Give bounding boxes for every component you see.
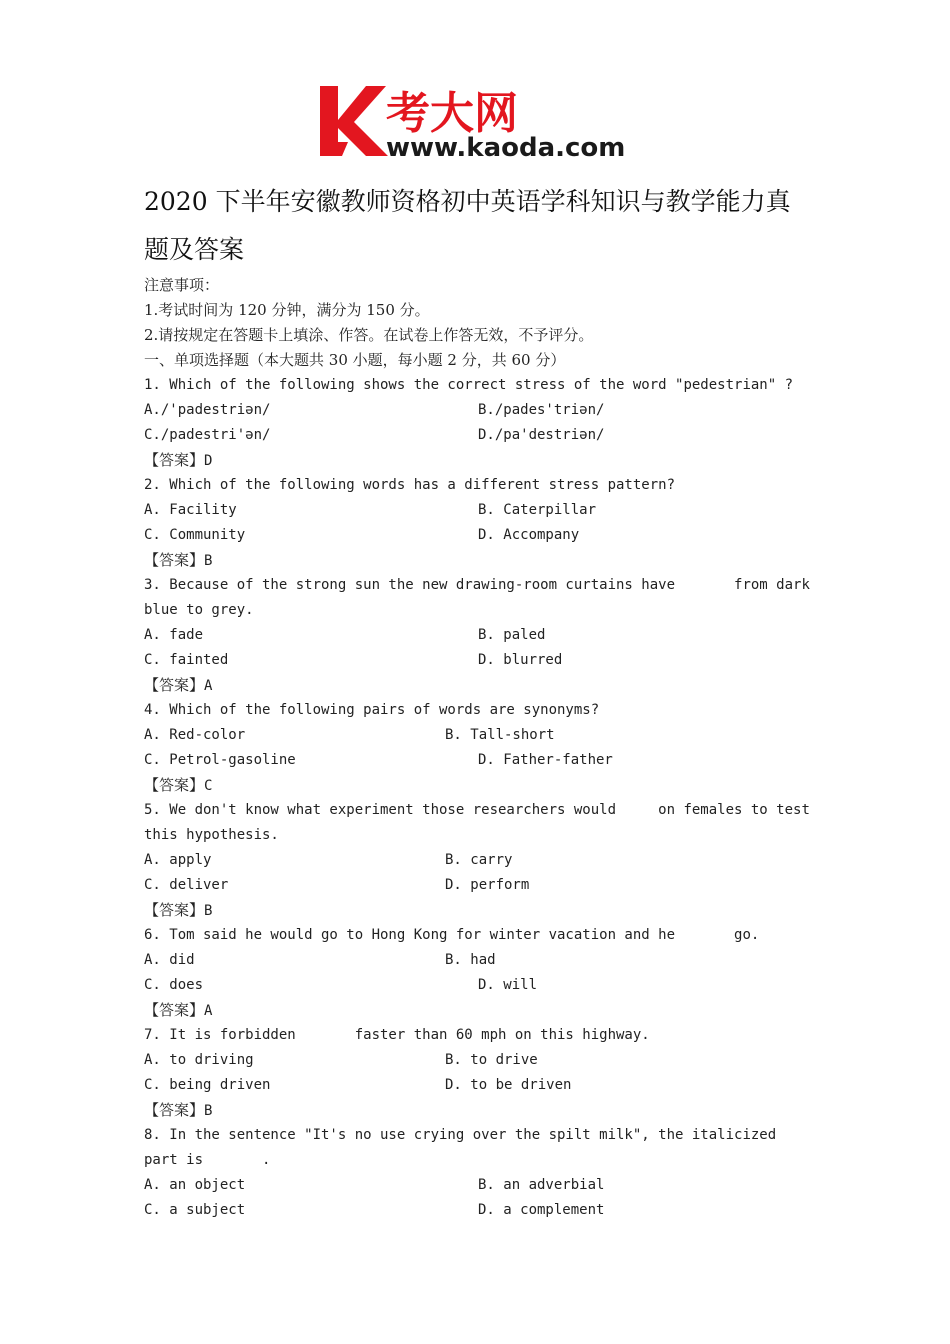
kaoda-logo[interactable] (318, 80, 648, 162)
question-5-option-d: D. perform (445, 877, 530, 893)
answer-value: C (204, 778, 213, 794)
title-line-2: 题及答案 (144, 235, 245, 264)
section-heading: 一、单项选择题（本大题共 30 小题，每小题 2 分，共 60 分） (144, 351, 566, 369)
document-title (144, 178, 824, 274)
question-3-option-d: D. blurred (478, 652, 563, 668)
notice-item-1: 1.考试时间为 120 分钟，满分为 150 分。 (144, 301, 430, 319)
question-6-option-a: A. did (144, 952, 195, 968)
question-4-stem: 4. Which of the following pairs of words are synonyms? (144, 702, 600, 718)
answer-label: 【答案】 (144, 901, 205, 919)
logo-k-mark (320, 86, 388, 156)
answer-value: D (204, 453, 213, 469)
question-6-stem: 6. Tom said he would go to Hong Kong for winter vacation and he go. (144, 927, 760, 943)
question-2-stem: 2. Which of the following words has a different stress pattern? (144, 477, 676, 493)
question-1-option-d: D./pa'destriən/ (478, 427, 605, 443)
answer-value: B (204, 1103, 213, 1119)
question-3-option-b: B. paled (478, 627, 546, 643)
question-6-option-d: D. will (478, 977, 538, 993)
title-line-1: 2020 下半年安徽教师资格初中英语学科知识与教学能力真 (144, 187, 791, 216)
question-4-option-a: A. Red-color (144, 727, 246, 743)
question-1-answer (144, 448, 212, 473)
question-1-option-a: A./'padestriən/ (144, 402, 271, 418)
question-6-answer (144, 998, 212, 1023)
answer-value: A (204, 1003, 213, 1019)
question-6-option-b: B. had (445, 952, 496, 968)
question-5-stem-cont: this hypothesis. (144, 827, 279, 843)
answer-label: 【答案】 (144, 551, 205, 569)
question-5-stem: 5. We don't know what experiment those researchers would on females to test (144, 802, 810, 818)
question-5-option-a: A. apply (144, 852, 212, 868)
question-5-answer (144, 898, 212, 923)
question-3-stem-cont: blue to grey. (144, 602, 254, 618)
kaoda-logo-graphic (318, 80, 648, 162)
question-2-option-c: C. Community (144, 527, 246, 543)
question-4-option-d: D. Father-father (478, 752, 613, 768)
answer-label: 【答案】 (144, 1101, 205, 1119)
question-4-answer (144, 773, 212, 798)
question-8-option-c: C. a subject (144, 1202, 246, 1218)
question-6-option-c: C. does (144, 977, 204, 993)
question-1-option-b: B./pades'triən/ (478, 402, 605, 418)
answer-label: 【答案】 (144, 776, 205, 794)
question-2-answer (144, 548, 212, 573)
question-3-stem: 3. Because of the strong sun the new drawing-room curtains have from dark (144, 577, 810, 593)
question-7-option-c: C. being driven (144, 1077, 271, 1093)
question-7-option-a: A. to driving (144, 1052, 254, 1068)
question-8-option-d: D. a complement (478, 1202, 605, 1218)
notice-heading: 注意事项： (144, 276, 220, 294)
answer-label: 【答案】 (144, 1001, 205, 1019)
question-4-option-c: C. Petrol-gasoline (144, 752, 296, 768)
question-8-stem-cont: part is . (144, 1152, 271, 1168)
answer-value: A (204, 678, 213, 694)
answer-value: B (204, 903, 213, 919)
question-7-answer (144, 1098, 212, 1123)
question-4-option-b: B. Tall-short (445, 727, 555, 743)
question-8-option-a: A. an object (144, 1177, 246, 1193)
question-3-answer (144, 673, 212, 698)
question-1-stem: 1. Which of the following shows the correct stress of the word "pedestrian" ? (144, 377, 794, 393)
answer-label: 【答案】 (144, 676, 205, 694)
question-2-option-d: D. Accompany (478, 527, 580, 543)
question-2-option-b: B. Caterpillar (478, 502, 597, 518)
question-1-option-c: C./padestri'ən/ (144, 427, 271, 443)
answer-label: 【答案】 (144, 451, 205, 469)
answer-value: B (204, 553, 213, 569)
question-2-option-a: A. Facility (144, 502, 237, 518)
question-5-option-c: C. deliver (144, 877, 229, 893)
logo-url-text: www.kaoda.com (386, 133, 626, 162)
logo-brand-text: 考大网 (386, 88, 518, 139)
question-8-stem: 8. In the sentence "It's no use crying over the spilt milk", the italicized (144, 1127, 777, 1143)
question-7-stem: 7. It is forbidden faster than 60 mph on this highway. (144, 1027, 650, 1043)
question-5-option-b: B. carry (445, 852, 513, 868)
question-7-option-b: B. to drive (445, 1052, 538, 1068)
notice-item-2: 2.请按规定在答题卡上填涂、作答。在试卷上作答无效，不予评分。 (144, 326, 594, 344)
question-8-option-b: B. an adverbial (478, 1177, 605, 1193)
question-7-option-d: D. to be driven (445, 1077, 572, 1093)
question-3-option-a: A. fade (144, 627, 204, 643)
question-3-option-c: C. fainted (144, 652, 229, 668)
